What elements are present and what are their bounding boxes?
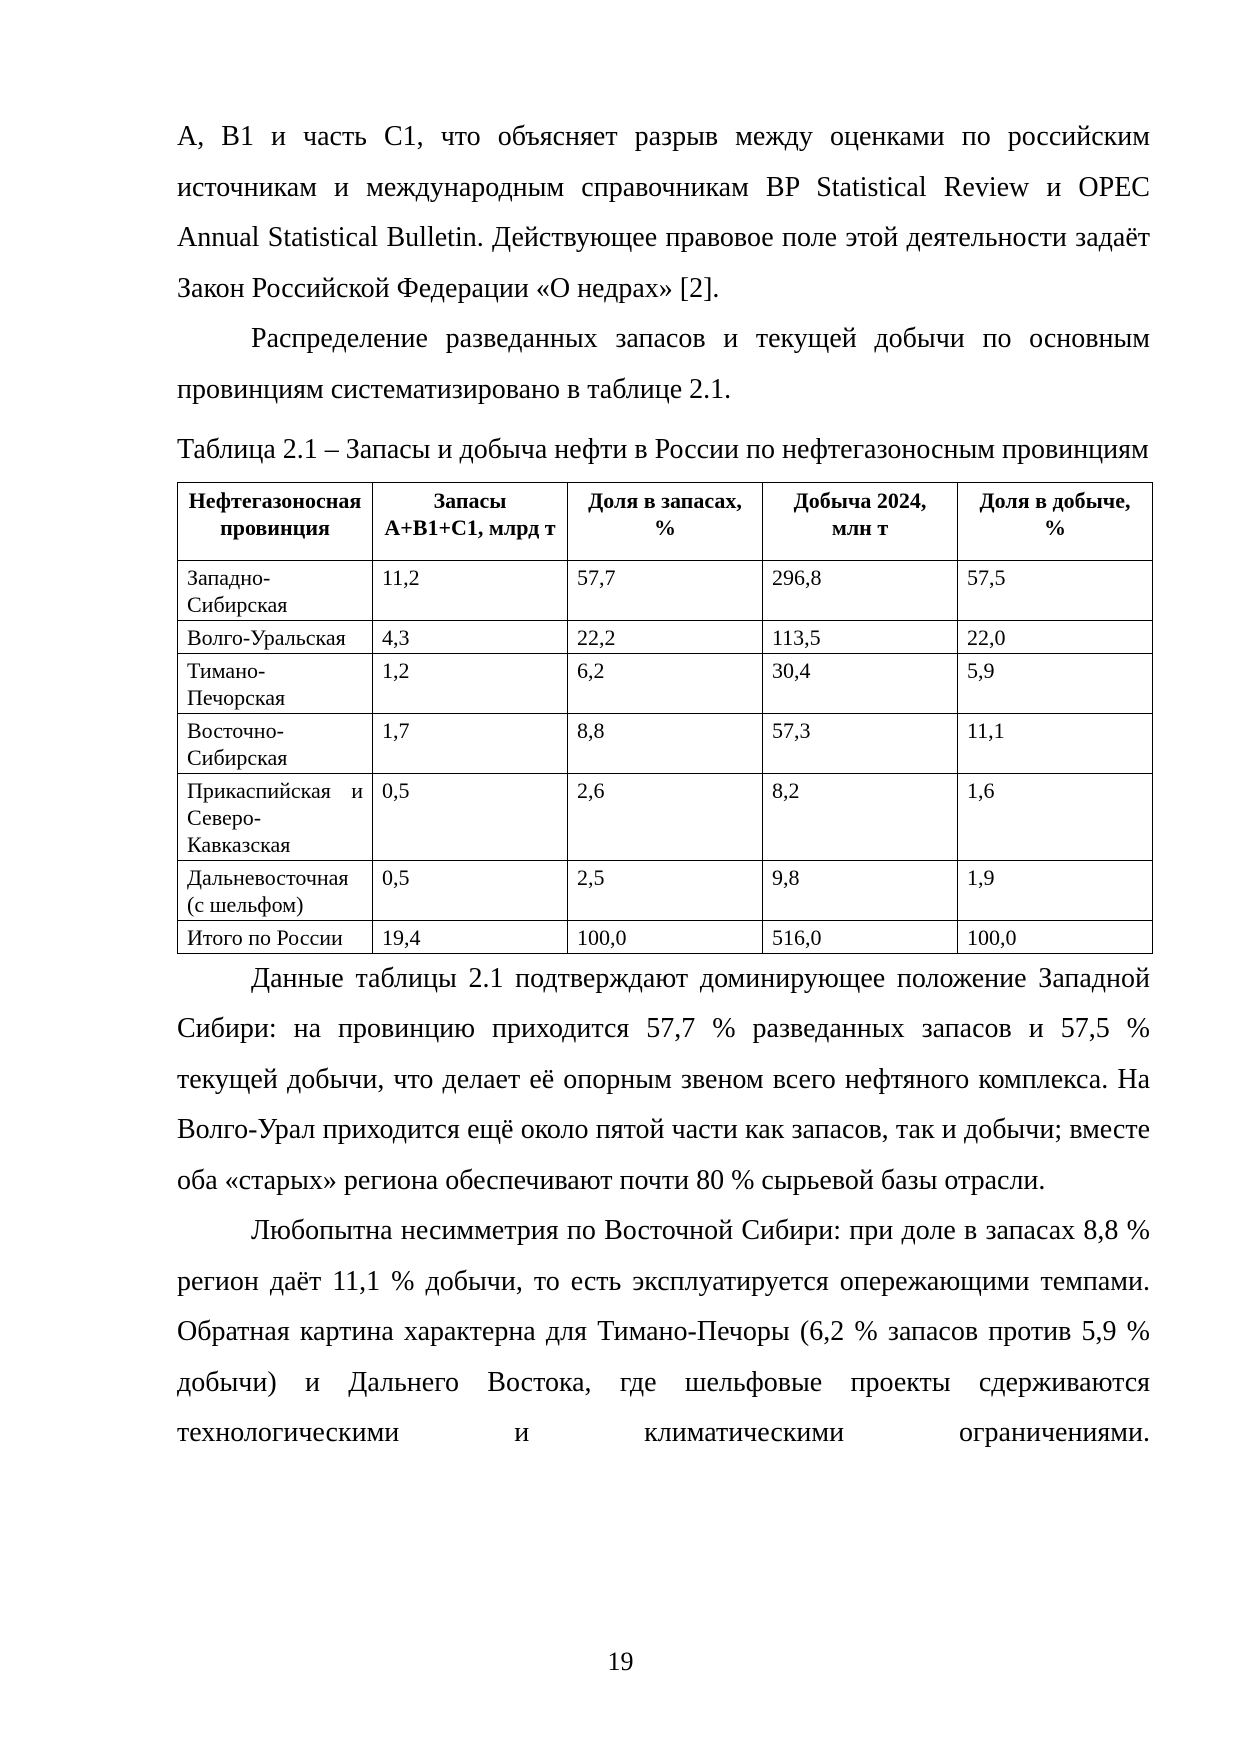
table-row — [178, 860, 1153, 920]
table-row-total — [178, 920, 1153, 953]
cell-reserves: 1,2 — [373, 653, 568, 713]
header-production: Добыча 2024, млн т — [763, 482, 958, 560]
cell-province: Прикаспийская и Северо-Кавказская — [178, 773, 373, 860]
cell-reserves: 19,4 — [373, 920, 568, 953]
cell-reserves-share: 8,8 — [568, 713, 763, 773]
cell-production: 113,5 — [763, 620, 958, 653]
cell-production-share: 5,9 — [958, 653, 1153, 713]
cell-reserves: 0,5 — [373, 773, 568, 860]
reserves-production-table — [177, 482, 1153, 954]
cell-production: 57,3 — [763, 713, 958, 773]
page-number: 19 — [607, 1647, 634, 1676]
cell-production-share: 57,5 — [958, 560, 1153, 620]
cell-production-share: 1,9 — [958, 860, 1153, 920]
table-header-row — [178, 482, 1153, 560]
header-reserves-share: Доля в запасах, % — [568, 482, 763, 560]
cell-province: Западно-Сибирская — [178, 560, 373, 620]
header-province: Нефтегазоносная провинция — [178, 482, 373, 560]
table-row — [178, 620, 1153, 653]
table-row — [178, 773, 1153, 860]
cell-production-share: 1,6 — [958, 773, 1153, 860]
cell-production-share: 22,0 — [958, 620, 1153, 653]
cell-reserves-share: 2,6 — [568, 773, 763, 860]
document-page — [177, 112, 1150, 1459]
paragraph-intro-continuation: А, B1 и часть C1, что объясняет разрыв между оценками по российским источникам и международным справочникам BP Statistical Review и OPEC Annual Statistical Bulletin. Действующее правовое поле этой деятельности задаёт Закон Российской Федерации «О недрах» [2]. — [177, 121, 1150, 304]
cell-production: 30,4 — [763, 653, 958, 713]
table-row — [178, 653, 1153, 713]
cell-production-share: 100,0 — [958, 920, 1153, 953]
cell-province: Волго-Уральская — [178, 620, 373, 653]
cell-reserves-share: 57,7 — [568, 560, 763, 620]
table-caption: Таблица 2.1 – Запасы и добыча нефти в России по нефтегазоносным провинциям — [177, 434, 1149, 465]
cell-production: 296,8 — [763, 560, 958, 620]
header-reserves: Запасы A+B1+C1, млрд т — [373, 482, 568, 560]
paragraph-east-siberia: Любопытна несимметрия по Восточной Сибири: при доле в запасах 8,8 % регион даёт 11,1 % добычи, то есть эксплуатируется опережающими темпами. Обратная картина характерна для Тимано-Печоры (6,2 % запасов против 5,9 % добычи) и Дальнего Востока, где шельфовые проекты сдерживаются технологическими и климатическими ограничениями. — [177, 1215, 1150, 1448]
cell-production: 9,8 — [763, 860, 958, 920]
table-row — [178, 713, 1153, 773]
cell-production: 8,2 — [763, 773, 958, 860]
cell-reserves-share: 6,2 — [568, 653, 763, 713]
cell-production: 516,0 — [763, 920, 958, 953]
cell-reserves: 1,7 — [373, 713, 568, 773]
paragraph-table-analysis: Данные таблицы 2.1 подтверждают доминирующее положение Западной Сибири: на провинцию приходится 57,7 % разведанных запасов и 57,5 % текущей добычи, что делает её опорным звеном всего нефтяного комплекса. На Волго-Урал приходится ещё около пятой части как запасов, так и добычи; вместе оба «старых» региона обеспечивают почти 80 % сырьевой базы отрасли. — [177, 962, 1150, 1196]
cell-province: Итого по России — [178, 920, 373, 953]
cell-reserves-share: 100,0 — [568, 920, 763, 953]
cell-reserves: 11,2 — [373, 560, 568, 620]
table-row — [178, 560, 1153, 620]
cell-production-share: 11,1 — [958, 713, 1153, 773]
cell-reserves-share: 2,5 — [568, 860, 763, 920]
cell-reserves-share: 22,2 — [568, 620, 763, 653]
cell-province: Дальневосточная (с шельфом) — [178, 860, 373, 920]
cell-reserves: 0,5 — [373, 860, 568, 920]
cell-reserves: 4,3 — [373, 620, 568, 653]
cell-province: Тимано-Печорская — [178, 653, 373, 713]
header-production-share: Доля в добыче, % — [958, 482, 1153, 560]
paragraph-table-reference: Распределение разведанных запасов и текущей добычи по основным провинциям систематизировано в таблице 2.1. — [177, 323, 1150, 405]
cell-province: Восточно-Сибирская — [178, 713, 373, 773]
